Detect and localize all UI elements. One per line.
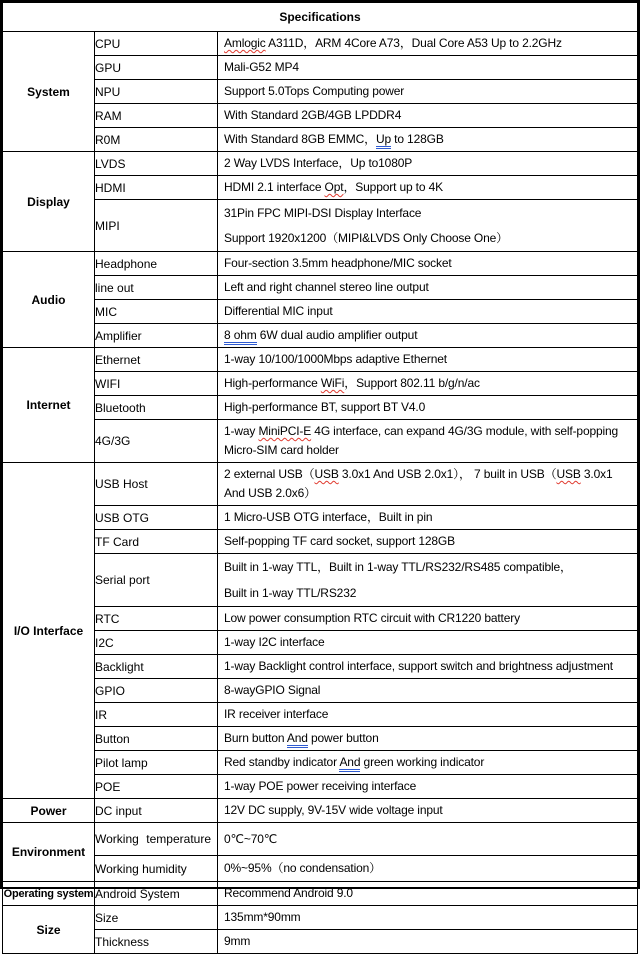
category-cell-power: Power (3, 799, 95, 823)
item-cell-cpu: CPU (95, 32, 218, 56)
item-cell-mic: MIC (95, 300, 218, 324)
desc-line: With Standard 8GB EMMC，Up to 128GB (224, 130, 633, 149)
desc-line: Four-section 3.5mm headphone/MIC socket (224, 256, 452, 270)
item-cell-wifi: WIFI (95, 372, 218, 396)
category-cell-system: System (3, 32, 95, 152)
desc-line: 135mm*90mm (224, 910, 301, 924)
desc-cell-r0m (218, 128, 638, 152)
category-cell-display: Display (3, 152, 95, 252)
grammar-marked-text: Up (376, 132, 391, 149)
item-cell-usb-otg: USB OTG (95, 506, 218, 530)
grammar-marked-text: And (339, 755, 360, 772)
item-cell-hdmi: HDMI (95, 176, 218, 200)
desc-line: 1-way I2C interface (224, 635, 325, 649)
desc-cell-4g-3g (218, 420, 638, 463)
item-cell-pilot-lamp: Pilot lamp (95, 751, 218, 775)
item-cell-amplifier: Amplifier (95, 324, 218, 348)
item-cell-rtc: RTC (95, 607, 218, 631)
table-row-ethernet (3, 348, 638, 372)
item-cell-r0m: R0M (95, 128, 218, 152)
desc-line: Recommend Android 9.0 (224, 886, 353, 900)
desc-line: Red standby indicator And green working indicator (224, 753, 633, 772)
desc-line: High-performance BT, support BT V4.0 (224, 400, 426, 414)
table-row-working-humidity (3, 856, 638, 882)
item-cell-dc-input: DC input (95, 799, 218, 823)
desc-cell-gpio (218, 679, 638, 703)
desc-cell-poe (218, 775, 638, 799)
category-cell-audio: Audio (3, 252, 95, 348)
spell-marked-text: MiniPCI-E (258, 424, 312, 438)
desc-line: 2 Way LVDS Interface，Up to1080P (224, 156, 413, 170)
desc-line: 1-way MiniPCI-E 4G interface, can expand 4G/3G module, with self-popping Micro-SIM card holder (224, 424, 619, 457)
table-row-backlight (3, 655, 638, 679)
desc-line: Left and right channel stereo line output (224, 280, 429, 294)
category-cell-size: Size (3, 906, 95, 954)
item-cell-lvds: LVDS (95, 152, 218, 176)
desc-cell-size (218, 906, 638, 930)
desc-line: 1 Micro-USB OTG interface，Built in pin (224, 510, 433, 524)
desc-line: 0℃~70℃ (224, 831, 278, 846)
grammar-marked-text: 8 ohm (224, 328, 257, 345)
desc-cell-headphone (218, 252, 638, 276)
desc-cell-cpu (218, 32, 638, 56)
desc-cell-thickness (218, 930, 638, 954)
desc-line: 1-way Backlight control interface, support switch and brightness adjustment (224, 659, 613, 673)
desc-line: With Standard 2GB/4GB LPDDR4 (224, 108, 402, 122)
spell-marked-text: Opt (324, 180, 344, 194)
table-row-serial-port (3, 554, 638, 607)
desc-line: Low power consumption RTC circuit with CR1220 battery (224, 611, 520, 625)
desc-line: Support 5.0Tops Computing power (224, 84, 405, 98)
table-row-thickness (3, 930, 638, 954)
desc-cell-hdmi (218, 176, 638, 200)
desc-line: 1-way POE power receiving interface (224, 779, 417, 793)
desc-cell-usb-host (218, 463, 638, 506)
desc-cell-mipi (218, 200, 638, 252)
desc-line: Amlogic A311D，ARM 4Core A73，Dual Core A53 Up to 2.2GHz (224, 36, 562, 50)
title-row (3, 3, 638, 32)
desc-line: 8 ohm 6W dual audio amplifier output (224, 326, 633, 345)
desc-line: Support 1920x1200（MIPI&LVDS Only Choose One） (224, 230, 509, 245)
item-cell-ethernet: Ethernet (95, 348, 218, 372)
desc-cell-rtc (218, 607, 638, 631)
item-cell-4g-3g: 4G/3G (95, 420, 218, 463)
item-cell-tf-card: TF Card (95, 530, 218, 554)
table-row-ram (3, 104, 638, 128)
desc-line: High-performance WiFi，Support 802.11 b/g/n/ac (224, 376, 480, 390)
desc-line: IR receiver interface (224, 707, 329, 721)
desc-cell-wifi (218, 372, 638, 396)
desc-line: Burn button And power button (224, 729, 633, 748)
desc-line: Mali-G52 MP4 (224, 60, 299, 74)
table-row-gpu (3, 56, 638, 80)
item-cell-size: Size (95, 906, 218, 930)
desc-cell-working-humidity (218, 856, 638, 882)
item-cell-i2c: I2C (95, 631, 218, 655)
desc-cell-button (218, 727, 638, 751)
desc-line: Built in 1-way TTL，Built in 1-way TTL/RS232/RS485 compatible， (224, 559, 572, 574)
table-row-mipi (3, 200, 638, 252)
desc-cell-dc-input (218, 799, 638, 823)
item-cell-line-out: line out (95, 276, 218, 300)
item-cell-thickness: Thickness (95, 930, 218, 954)
category-cell-internet: Internet (3, 348, 95, 463)
table-row-line-out (3, 276, 638, 300)
table-row-npu (3, 80, 638, 104)
table-row-tf-card (3, 530, 638, 554)
item-cell-gpu: GPU (95, 56, 218, 80)
desc-cell-tf-card (218, 530, 638, 554)
desc-cell-npu (218, 80, 638, 104)
page-title: Specifications (3, 3, 638, 32)
category-cell-operating-system: Operating system (3, 882, 95, 906)
desc-cell-line-out (218, 276, 638, 300)
desc-cell-backlight (218, 655, 638, 679)
spell-marked-text: USB (556, 467, 581, 481)
item-cell-usb-host: USB Host (95, 463, 218, 506)
item-cell-npu: NPU (95, 80, 218, 104)
category-cell-i-o-interface: I/O Interface (3, 463, 95, 799)
desc-line: 31Pin FPC MIPI-DSI Display Interface (224, 205, 422, 220)
desc-line: Built in 1-way TTL/RS232 (224, 585, 357, 600)
desc-cell-amplifier (218, 324, 638, 348)
spell-marked-text: USB (314, 467, 339, 481)
table-row-working-temperature (3, 823, 638, 856)
table-row-headphone (3, 252, 638, 276)
item-cell-ram: RAM (95, 104, 218, 128)
table-row-rtc (3, 607, 638, 631)
table-row-pilot-lamp (3, 751, 638, 775)
desc-cell-gpu (218, 56, 638, 80)
table-row-hdmi (3, 176, 638, 200)
desc-line: 12V DC supply, 9V-15V wide voltage input (224, 803, 443, 817)
item-cell-serial-port: Serial port (95, 554, 218, 607)
item-cell-android-system: Android System (95, 882, 218, 906)
table-row-usb-otg (3, 506, 638, 530)
item-cell-headphone: Headphone (95, 252, 218, 276)
item-cell-gpio: GPIO (95, 679, 218, 703)
table-row-android-system (3, 882, 638, 906)
spell-marked-text: WiFi (320, 376, 345, 390)
desc-cell-bluetooth (218, 396, 638, 420)
desc-cell-ram (218, 104, 638, 128)
desc-cell-lvds (218, 152, 638, 176)
desc-line: 8-wayGPIO Signal (224, 683, 321, 697)
table-row-i2c (3, 631, 638, 655)
item-cell-poe: POE (95, 775, 218, 799)
desc-cell-ethernet (218, 348, 638, 372)
desc-line: 9mm (224, 934, 251, 948)
item-cell-backlight: Backlight (95, 655, 218, 679)
table-row-dc-input (3, 799, 638, 823)
desc-cell-usb-otg (218, 506, 638, 530)
table-row-amplifier (3, 324, 638, 348)
table-row-r0m (3, 128, 638, 152)
table-row-4g-3g (3, 420, 638, 463)
item-cell-button: Button (95, 727, 218, 751)
table-row-mic (3, 300, 638, 324)
table-row-cpu (3, 32, 638, 56)
table-row-wifi (3, 372, 638, 396)
item-cell-working-temperature: Working temperature (95, 823, 218, 856)
table-row-gpio (3, 679, 638, 703)
table-row-lvds (3, 152, 638, 176)
spec-table (2, 2, 638, 954)
desc-line: Self-popping TF card socket, support 128GB (224, 534, 455, 548)
desc-line: Differential MIC input (224, 304, 333, 318)
desc-line: 1-way 10/100/1000Mbps adaptive Ethernet (224, 352, 447, 366)
table-row-bluetooth (3, 396, 638, 420)
category-cell-environment: Environment (3, 823, 95, 882)
table-row-usb-host (3, 463, 638, 506)
desc-cell-mic (218, 300, 638, 324)
table-row-size (3, 906, 638, 930)
desc-cell-serial-port (218, 554, 638, 607)
desc-line: HDMI 2.1 interface Opt，Support up to 4K (224, 180, 443, 194)
desc-cell-pilot-lamp (218, 751, 638, 775)
item-cell-working-humidity: Working humidity (95, 856, 218, 882)
table-row-ir (3, 703, 638, 727)
table-row-poe (3, 775, 638, 799)
desc-line: 2 external USB（USB 3.0x1 And USB 2.0x1）， 7 built in USB（USB 3.0x1 And USB 2.0x6） (224, 467, 613, 500)
grammar-marked-text: And (287, 731, 308, 748)
desc-cell-working-temperature (218, 823, 638, 856)
desc-line: 0%~95%（no condensation） (224, 861, 381, 875)
item-cell-ir: IR (95, 703, 218, 727)
item-cell-mipi: MIPI (95, 200, 218, 252)
desc-cell-ir (218, 703, 638, 727)
item-cell-bluetooth: Bluetooth (95, 396, 218, 420)
table-row-button (3, 727, 638, 751)
desc-cell-i2c (218, 631, 638, 655)
desc-cell-android-system (218, 882, 638, 906)
spec-table-body (3, 3, 638, 954)
spell-marked-text: Amlogic (224, 36, 266, 50)
